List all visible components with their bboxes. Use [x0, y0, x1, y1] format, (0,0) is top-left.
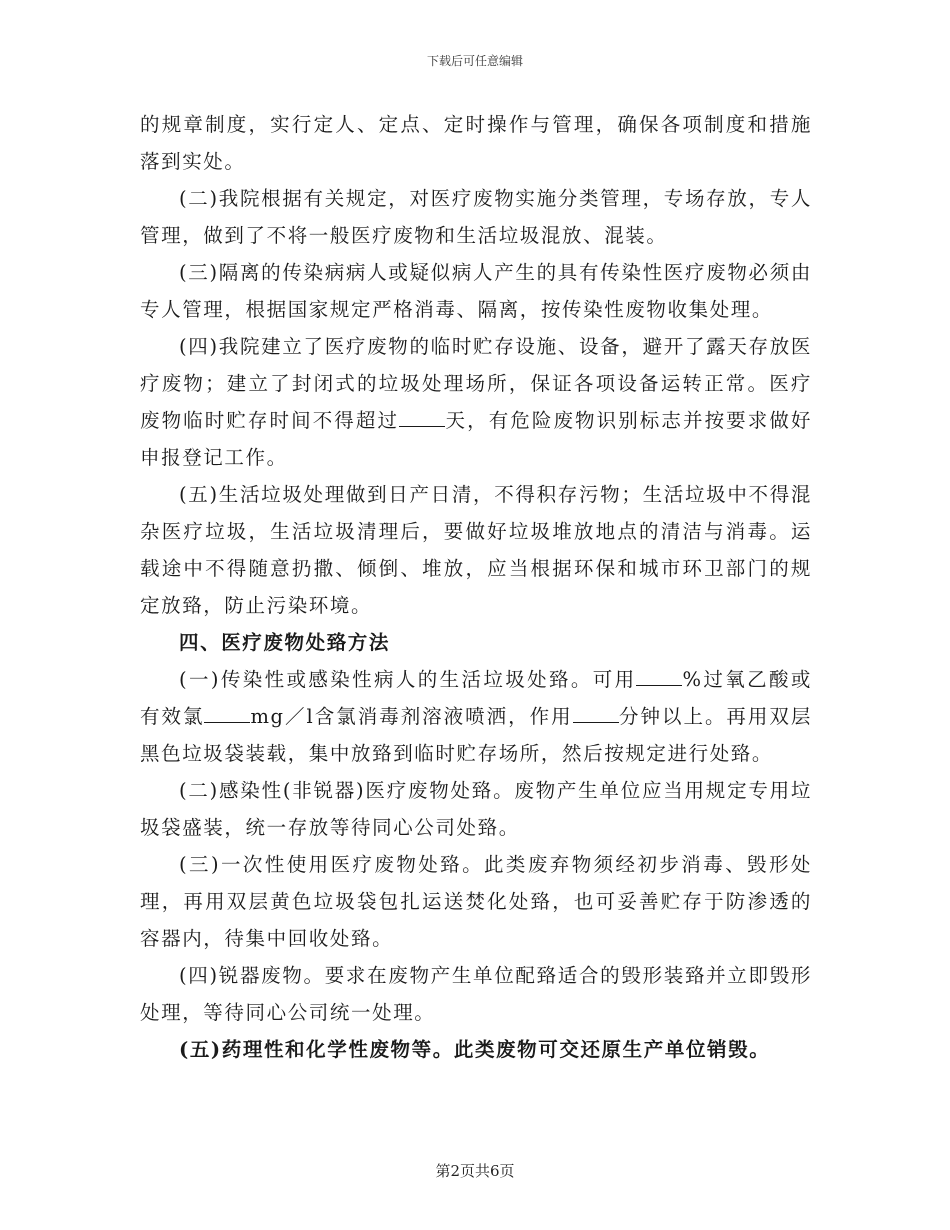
paragraph-text: 分钟以上。再用双层黑色垃圾袋装载，集中放臵到临时贮存场所，然后按规定进行处臵。 — [140, 705, 812, 765]
paragraph-item-5: (五)生活垃圾处理做到日产日清，不得积存污物；生活垃圾中不得混杂医疗垃圾，生活垃圾清理后，要做好垃圾堆放地点的清洁与消毒。运载途中不得随意扔撒、倾倒、堆放，应当根据环保和城市环卫部门的规定放臵，防止污染环境。 — [140, 483, 812, 617]
fill-in-blank — [573, 702, 619, 723]
paragraph-item-2: (二)我院根据有关规定，对医疗废物实施分类管理，专场存放，专人管理，做到了不将一般医疗废物和生活垃圾混放、混装。 — [140, 187, 812, 247]
paragraph-text: (四)我院建立了医疗废物的临时贮存设施、设备，避开了露天存放医疗废物；建立了封闭式的垃圾处理场所，保证各项设备运转正常。医疗废物临时贮存时间不得超过 — [140, 335, 812, 432]
section-heading: 四、医疗废物处臵方法 — [179, 631, 391, 654]
page-number: 第2页共6页 — [435, 1162, 515, 1180]
paragraph-method-3: (三)一次性使用医疗废物处臵。此类废弃物须经初步消毒、毁形处理，再用双层黄色垃圾袋包扎运送焚化处臵，也可妥善贮存于防渗透的容器内，待集中回收处臵。 — [140, 853, 812, 950]
page-header: 下载后可任意编辑 — [426, 54, 523, 68]
paragraph-method-5: (五)药理性和化学性废物等。此类废物可交还原生产单位销毁。 — [179, 1038, 771, 1061]
paragraph-text: (一)传染性或感染性病人的生活垃圾处臵。可用 — [179, 668, 637, 691]
fill-in-blank — [636, 665, 682, 686]
paragraph-method-4: (四)锐器废物。要求在废物产生单位配臵适合的毁形装臵并立即毁形处理，等待同心公司统一处理。 — [140, 964, 812, 1024]
fill-in-blank — [204, 702, 250, 723]
paragraph-text: %过氧乙酸或有效氯 — [140, 668, 812, 728]
paragraph-text: 天，有危险废物识别标志并按要求做好申报登记工作。 — [140, 409, 813, 469]
fill-in-blank — [399, 406, 445, 427]
paragraph-item-4 — [140, 328, 812, 476]
paragraph-continuation: 的规章制度，实行定人、定点、定时操作与管理，确保各项制度和措施落到实处。 — [140, 113, 812, 173]
paragraph-method-1 — [140, 661, 812, 772]
paragraph-text: mg／l含氯消毒剂溶液喷洒，作用 — [250, 705, 573, 728]
paragraph-method-2: (二)感染性(非锐器)医疗废物处臵。废物产生单位应当用规定专用垃圾袋盛装，统一存放等待同心公司处臵。 — [140, 779, 812, 839]
document-body — [140, 106, 812, 1068]
paragraph-item-3: (三)隔离的传染病病人或疑似病人产生的具有传染性医疗废物必须由专人管理，根据国家规定严格消毒、隔离，按传染性废物收集处理。 — [140, 261, 812, 321]
